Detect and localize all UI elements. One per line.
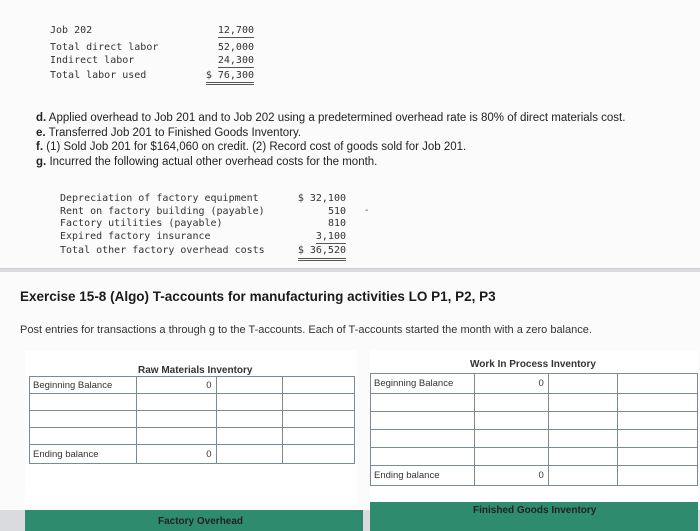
beginning-balance-value[interactable]: 0 [474,374,548,394]
transaction-steps [36,111,625,169]
debit-label-cell[interactable] [371,412,475,430]
debit-label-cell[interactable] [30,428,137,445]
debit-amount-cell[interactable] [136,428,216,445]
debit-label-cell[interactable] [371,448,475,466]
credit-label-cell[interactable] [216,377,283,394]
debit-amount-cell[interactable] [474,412,548,430]
credit-label-cell[interactable] [548,394,618,412]
credit-amount-cell[interactable] [618,466,698,486]
credit-label-cell[interactable] [548,466,618,486]
step-g: g. Incurred the following actual other overhead costs for the month. [36,155,378,168]
overhead-row: Rent on factory building (payable) 510 [60,205,346,217]
labor-table [50,25,260,82]
overhead-table [60,193,350,258]
stray-mark: - [365,205,369,216]
step-d: d. Applied overhead to Job 201 and to Job 202 using a predetermined overhead rate is 80% of direct materials cost. [36,112,626,124]
labor-row [50,24,260,37]
overhead-row: Total other factory overhead costs $ 36,520 [60,245,350,258]
credit-label-cell[interactable] [548,430,618,448]
credit-label-cell[interactable] [548,448,618,466]
overhead-row: Factory utilities (payable) 810 [60,218,346,229]
step-f: f. (1) Sold Job 201 for $164,060 on credit. (2) Record cost of goods sold for Job 201. [36,141,467,153]
beginning-balance-value[interactable]: 0 [136,377,216,394]
labor-row [50,54,260,67]
credit-amount-cell[interactable] [283,377,355,394]
ending-balance-label: Ending balance [371,466,475,486]
labor-row-amount: $ 76,300 [206,69,254,85]
credit-amount-cell[interactable] [618,412,698,430]
debit-label-cell[interactable] [371,394,475,412]
debit-amount-cell[interactable] [136,411,216,428]
credit-amount-cell[interactable] [283,428,355,445]
beginning-balance-label: Beginning Balance [30,377,137,394]
debit-label-cell[interactable] [30,394,137,411]
credit-label-cell[interactable] [548,412,618,430]
ending-balance-value[interactable]: 0 [474,466,548,486]
t-account-finished-goods-header [370,502,698,531]
labor-row [50,41,260,54]
t-account-title: Work In Process Inventory [470,359,596,370]
exercise-title: Exercise 15-8 (Algo) T-accounts for manufacturing activities LO P1, P2, P3 [20,289,496,304]
t-account-title: Finished Goods Inventory [473,505,597,516]
step-e: e. Transferred Job 201 to Finished Goods Inventory. [36,126,302,139]
credit-label-cell[interactable] [548,374,618,394]
overhead-row: Expired factory insurance 3,100 [60,231,350,244]
t-account-raw-materials [25,350,357,505]
t-account-wip [370,350,698,502]
t-account-grid [29,376,355,464]
credit-amount-cell[interactable] [283,394,355,411]
beginning-balance-label: Beginning Balance [371,374,475,394]
debit-label-cell[interactable] [30,411,137,428]
overhead-row: Depreciation of factory equipment $ 32,100 [60,193,346,204]
credit-label-cell[interactable] [216,411,283,428]
labor-row [50,69,260,82]
labor-row-amount: 12,700 [217,25,254,36]
credit-label-cell[interactable] [216,445,283,464]
t-account-grid [370,373,698,486]
labor-row-amount: 52,000 [217,42,254,53]
debit-label-cell[interactable] [371,430,475,448]
credit-label-cell[interactable] [216,428,283,445]
exercise-instructions: Post entries for transactions a through g to the T-accounts. Each of T-accounts started the month with a zero balance. [20,324,592,336]
labor-row-amount: 24,300 [217,55,254,66]
credit-amount-cell[interactable] [618,374,698,394]
t-account-title: Factory Overhead [158,516,244,527]
ending-balance-label: Ending balance [30,445,137,464]
labor-row-label: Total direct labor [50,42,159,53]
credit-amount-cell[interactable] [283,411,355,428]
labor-row-label: Job 202 [50,25,93,36]
credit-amount-cell[interactable] [618,448,698,466]
credit-amount-cell[interactable] [618,394,698,412]
credit-amount-cell[interactable] [283,445,355,464]
debit-amount-cell[interactable] [474,430,548,448]
debit-amount-cell[interactable] [474,448,548,466]
credit-label-cell[interactable] [216,394,283,411]
ending-balance-value[interactable]: 0 [136,445,216,464]
t-account-title: Raw Materials Inventory [138,365,253,376]
t-account-factory-overhead-header [25,510,363,531]
debit-amount-cell[interactable] [474,394,548,412]
labor-row-label: Total labor used [50,70,147,81]
debit-amount-cell[interactable] [136,394,216,411]
labor-row-label: Indirect labor [50,55,135,66]
credit-amount-cell[interactable] [618,430,698,448]
